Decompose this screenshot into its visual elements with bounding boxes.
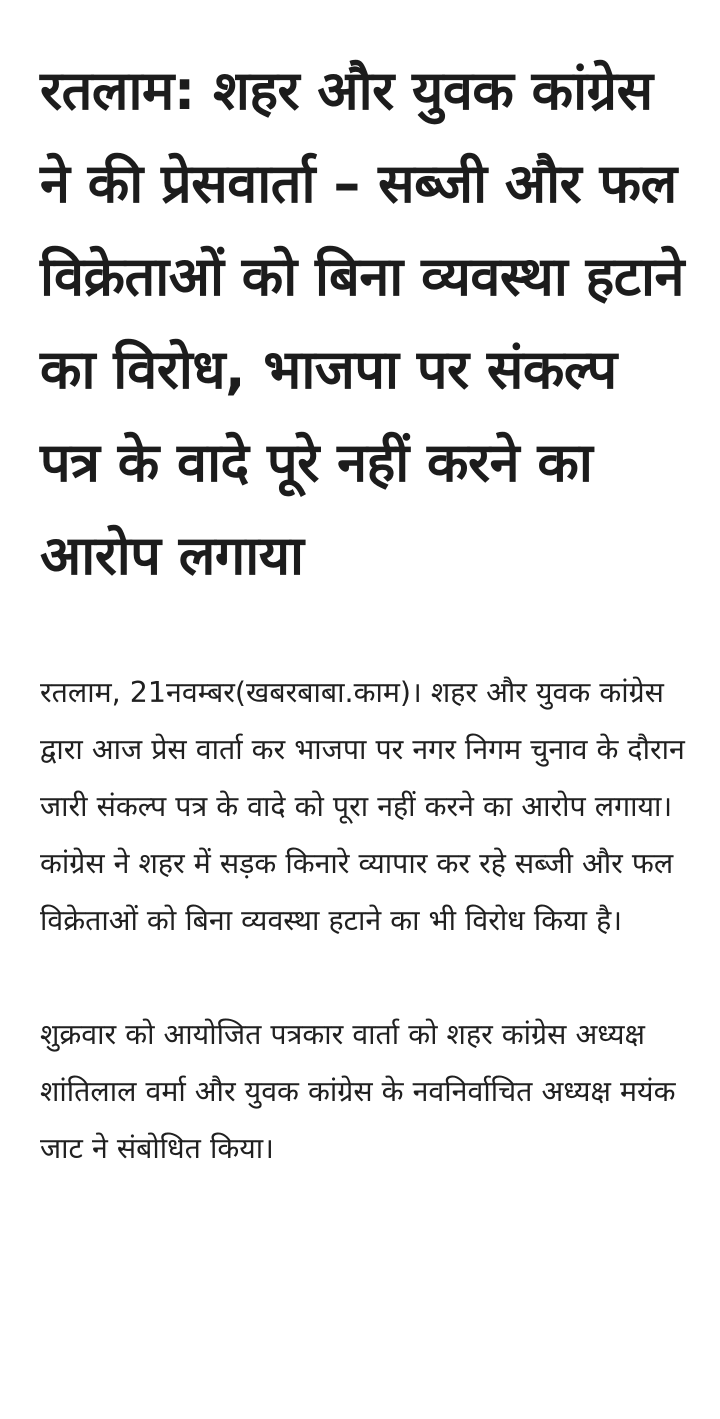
article [40,44,690,1177]
article-headline: रतलाम: शहर और युवक कांग्रेस ने की प्रेसवार्ता – सब्जी और फल विक्रेताओं को बिना व्यवस्था हटाने का विरोध, भाजपा पर संकल्प पत्र के वादे पूरे नहीं करने का आरोप लगाया [40,59,684,587]
article-paragraph-1: रतलाम, 21नवम्बर(खबरबाबा.काम)। शहर और युवक कांग्रेस द्वारा आज प्रेस वार्ता कर भाजपा पर नगर निगम चुनाव के दौरान जारी संकल्प पत्र के वादे को पूरा नहीं करने का आरोप लगाया। कांग्रेस ने शहर में सड़क किनारे व्यापार कर रहे सब्जी और फल विक्रेताओं को बिना व्यवस्था हटाने का भी विरोध किया है। [40,676,685,937]
article-paragraph-2: शुक्रवार को आयोजित पत्रकार वार्ता को शहर कांग्रेस अध्यक्ष शांतिलाल वर्मा और युवक कांग्रेस के नवनिर्वाचित अध्यक्ष मयंक जाट ने संबोधित किया। [40,1018,676,1165]
